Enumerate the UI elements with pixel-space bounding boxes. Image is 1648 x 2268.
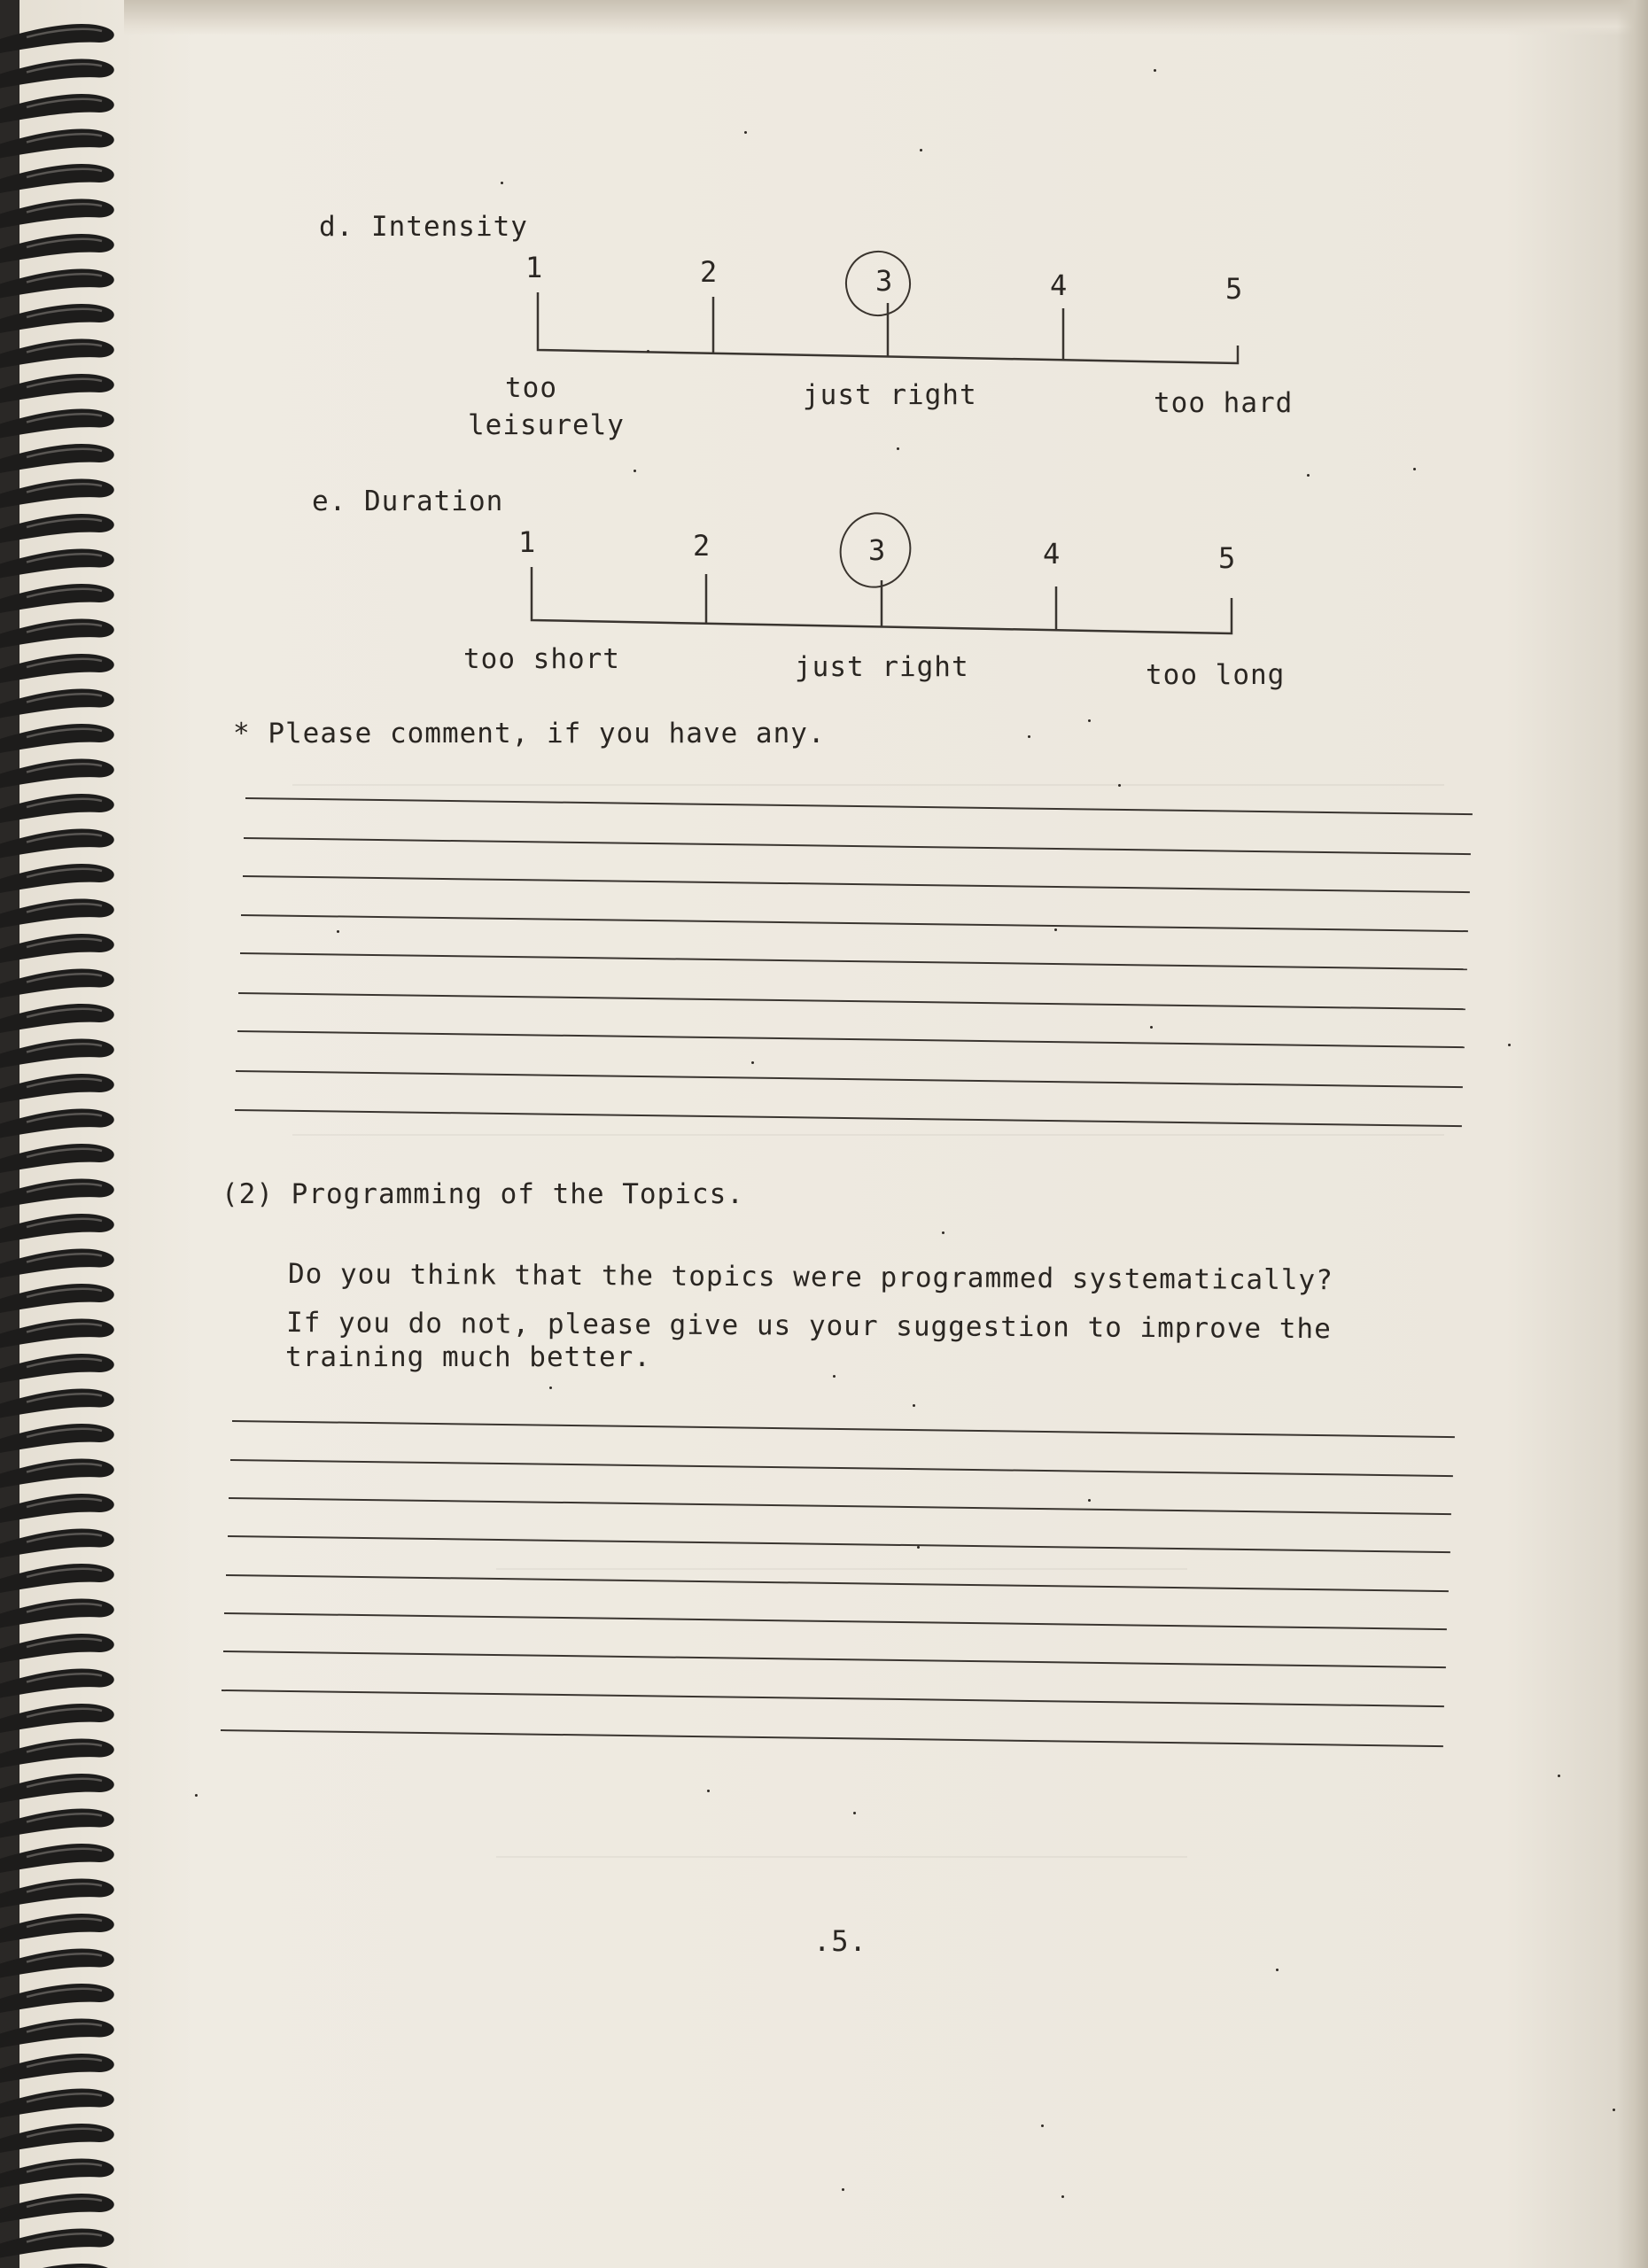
intensity-point-5: 5 <box>1225 272 1244 306</box>
intensity-point-3: 3 <box>875 264 894 298</box>
section-2-question-line-2: If you do not, please give us your suggestion to improve the <box>285 1307 1332 1346</box>
section-2-question-line-3: training much better. <box>285 1341 651 1373</box>
duration-anchor-low: too short <box>463 643 620 675</box>
duration-point-4: 4 <box>1043 537 1061 571</box>
section-2-question-line-1: Do you think that the topics were programmed systematically? <box>287 1258 1333 1297</box>
intensity-point-4: 4 <box>1050 268 1069 302</box>
page-number: .5. <box>813 1924 867 1958</box>
duration-anchor-mid: just right <box>795 651 969 683</box>
intensity-anchor-low-1: too <box>505 372 557 404</box>
intensity-label: d. Intensity <box>319 211 528 243</box>
duration-point-5: 5 <box>1218 541 1237 575</box>
intensity-point-1: 1 <box>525 251 544 284</box>
intensity-anchor-mid: just right <box>803 379 977 411</box>
intensity-anchor-low-2: leisurely <box>468 409 625 441</box>
duration-anchor-high: too long <box>1146 659 1286 691</box>
duration-label: e. Duration <box>312 485 504 517</box>
intensity-point-2: 2 <box>700 255 719 289</box>
comment-prompt: * Please comment, if you have any. <box>233 718 826 750</box>
duration-point-3: 3 <box>868 533 887 567</box>
section-2-heading: (2) Programming of the Topics. <box>222 1178 744 1210</box>
duration-point-1: 1 <box>518 525 537 559</box>
duration-point-2: 2 <box>693 529 711 563</box>
intensity-anchor-high: too hard <box>1154 387 1294 419</box>
